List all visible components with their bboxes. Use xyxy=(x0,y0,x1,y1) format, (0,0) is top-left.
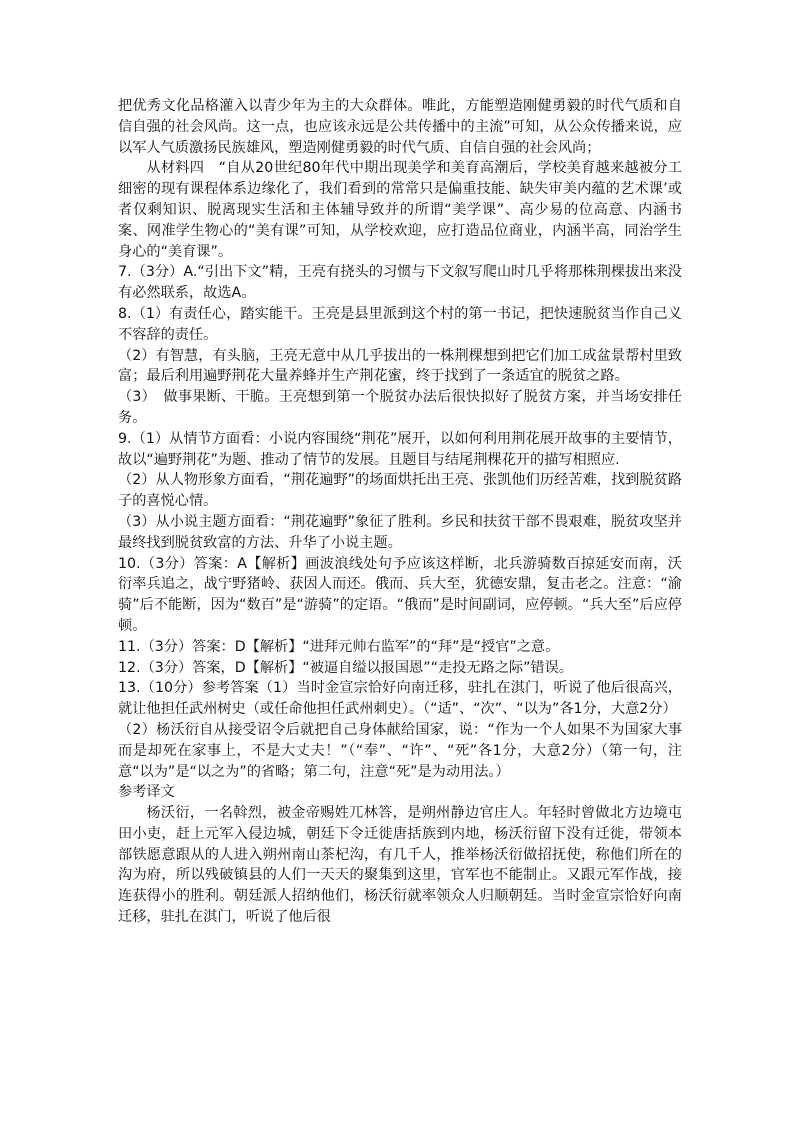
answer-13-part-2: （2）杨沃衍自从接受诏令后就把自己身体献给国家，说：“作为一个人如果不为国家大事而是却死在家事上，不是大丈夫！”（“奉”、“许”、“死”各1分，大意2分）（第一句，注意“以为”是“以之为”的省略；第二句，注意“死”是为动用法。） xyxy=(118,721,682,780)
answer-9-part-1: 9.（1）从情节方面看：小说内容围绕“荆花”展开，以如何利用荆花展开故事的主要情节，故以“遍野荆花”为题、推动了情节的发展。且题目与结尾荆棵花开的描写相照应. xyxy=(118,430,682,468)
answer-7: 7.（3分）A.“引出下文”精，王亮有挠头的习惯与下文叙写爬山时几乎将那株荆棵拔出来没有必然联系，故选A。 xyxy=(118,264,682,302)
answer-10: 10.（3分）答案：A【解析】画波浪线处句予应该这样断，北兵游骑数百掠延安而南，沃衍率兵追之，战宁野猪岭、获因人而还。俄而、兵大至，犹德安鼎，复击老之。注意：“渝骑”后不能断，因为“数百”是“游骑”的定语。“俄而”是时间副词，应停顿。“兵大至”后应停顿。 xyxy=(118,555,682,634)
paragraph-material-four: 从材料四 “自从20世纪80年代中期出现美学和美育高潮后，学校美育越来越被分工细密的现有课程体系边缘化了，我们看到的常常只是偏重技能、缺失审美内蕴的艺术课’或者仅剩知识、脱离现实生活和主体辅导致并的所谓“美学课”、高少易的位高意、内涵书案、网准学生物心的“美有课”可知，从学校欢迎，应打造品位商业，内涵半高，同治学生身心的“美育课”。 xyxy=(118,160,682,260)
answer-12: 12.（3分）答案，D【解析】“被逼自缢以报国恩”“走投无路之际”错误。 xyxy=(118,659,573,676)
document-page xyxy=(118,96,682,928)
reference-translation-text: 杨沃衍，一名斡烈，被金帝赐姓兀林答，是朔州静边官庄人。年轻时曾做北方边境屯田小吏，赶上元军入侵边城，朝廷下令迁徙唐括族到内地，杨沃衍留下没有迁徙，带领本部铁愿意跟从的人进入朔州南山茶杞沟，有几千人，推举杨沃衍做招抚使，称他们所在的沟为府，所以残破镇县的人们一天天的聚集到这里，官军也不能制止。又跟元军作战，接连获得小的胜利。朝廷派人招纳他们，杨沃衍就率领众人归顺朝廷。当时金宣宗恰好向南迁移，驻扎在淇门，听说了他后很 xyxy=(118,805,682,926)
answer-8-part-1: 8.（1）有责任心，踏实能干。王亮是县里派到这个村的第一书记，把快速脱贫当作自己义不容辞的责任。 xyxy=(118,305,682,343)
paragraph-public-communication: 把优秀文化品格灌入以青少年为主的大众群体。唯此，方能塑造刚健勇毅的时代气质和自信自强的社会风尚。这一点，也应该永远是公共传播中的主流”可知，从公众传播来说，应以军人气质激扬民族雄风，塑造刚健勇毅的时代气质、自信自强的社会风尚； xyxy=(118,98,682,156)
answer-9-part-3: （3）从小说主题方面看：“荆花遍野”象征了胜利。乡民和扶贫干部不畏艰难，脱贫攻坚并最终找到脱贫致富的方法、升华了小说主题。 xyxy=(118,513,682,551)
answer-8-part-2: （2）有智慧，有头脑，王亮无意中从几乎拔出的一株荆棵想到把它们加工成盆景帮村里致富；最后利用遍野荆花大量养蜂并生产荆花蜜，终于找到了一条适宜的脱贫之路。 xyxy=(118,347,682,385)
answer-8-part-3: （3） 做事果断、干脆。王亮想到第一个脱贫办法后很快拟好了脱贫方案，并当场安排任务。 xyxy=(118,389,682,426)
answer-13-part-1: 13.（10分）参考答案（1）当时金宣宗恰好向南迁移，驻扎在淇门，听说了他后很高兴，就让他担任武州树史（或任命他担任武州刺史）。（“适”、“次”、“以为”各1分，大意2分） xyxy=(118,680,682,718)
answer-9-part-2: （2）从人物形象方面看，“荆花遍野”的场面烘托出王亮、张凯他们历经苦难，找到脱贫路子的喜悦心情。 xyxy=(118,472,682,510)
reference-translation-heading: 参考译文 xyxy=(118,784,175,801)
answer-11: 11.（3分）答案：D【解析】“进拜元帅右监军”的“拜”是“授官”之意。 xyxy=(118,638,560,655)
